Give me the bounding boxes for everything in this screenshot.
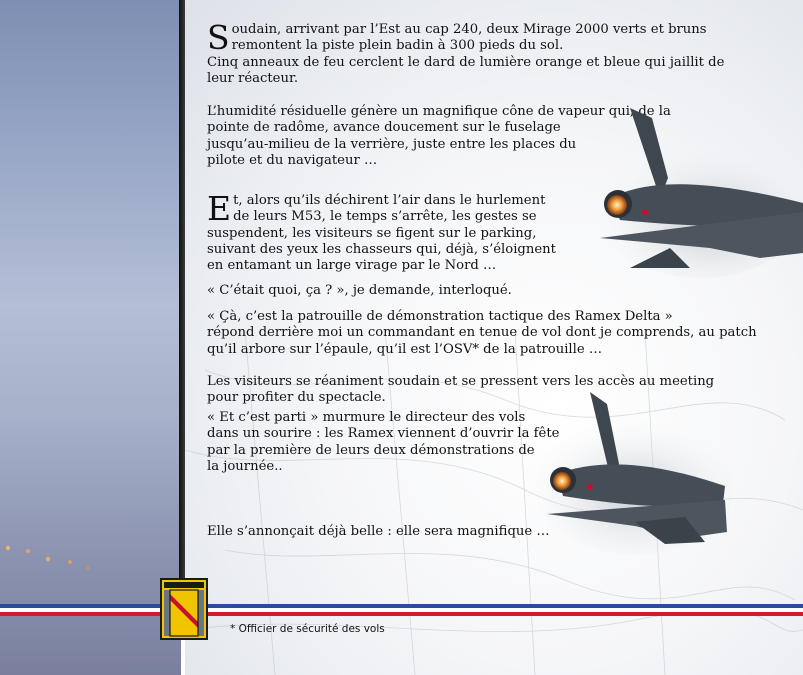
p2-line3: jusqu’au-milieu de la verrière, juste entre les places du — [207, 136, 577, 152]
p1-line3: Cinq anneaux de feu cerclent le dard de lumière orange et bleue qui jaillit de — [207, 54, 725, 70]
paragraph-1 — [207, 18, 725, 87]
p7-line3: par la première de leurs deux démonstrations de — [207, 442, 535, 458]
sky-photo-strip — [0, 0, 181, 675]
p5-line1: « Çà, c’est la patrouille de démonstration tactique des Ramex Delta » — [207, 309, 673, 324]
p6-line2: pour profiter du spectacle. — [207, 390, 386, 406]
mirage-jet-icon — [535, 392, 735, 557]
p1-line1: oudain, arrivant par l’Est au cap 240, deux Mirage 2000 verts et bruns — [231, 22, 707, 37]
tricolor-band — [0, 604, 803, 618]
p2-line1: L’humidité résiduelle génère un magnifique cône de vapeur qui, de la — [207, 104, 671, 119]
squadron-crest-icon — [160, 578, 208, 640]
p2-line4: pilote et du navigateur … — [207, 152, 378, 168]
p2-line2: pointe de radôme, avance doucement sur le fuselage — [207, 120, 561, 136]
p3-line3: suspendent, les visiteurs se figent sur le parking, — [207, 225, 537, 241]
paragraph-3 — [207, 189, 556, 274]
p7-line2: dans un sourire : les Ramex viennent d’ouvrir la fête — [207, 426, 560, 442]
paragraph-7 — [207, 410, 559, 475]
drop-cap-e: E — [207, 189, 232, 228]
p3-line2: de leurs M53, le temps s’arrête, les gestes se — [233, 209, 537, 225]
p5-line3: qu’il arbore sur l’épaule, qu’il est l’OSV* de la patrouille … — [207, 341, 603, 357]
p3-line5: en entamant un large virage par le Nord … — [207, 258, 497, 274]
p8-line1: Elle s’annonçait déjà belle : elle sera magnifique … — [207, 524, 550, 539]
paragraph-4 — [207, 283, 512, 299]
airfield-lights — [0, 528, 181, 588]
drop-cap-s: S — [207, 18, 230, 57]
p3-line1: t, alors qu’ils déchirent l’air dans le hurlement — [233, 193, 546, 208]
mirage-jet-icon — [590, 108, 803, 283]
p7-line1: « Et c’est parti » murmure le directeur des vols — [207, 410, 526, 425]
p1-line2: remontent la piste plein badin à 300 pieds du sol. — [231, 38, 564, 54]
p1-line4: leur réacteur. — [207, 70, 299, 86]
p3-line4: suivant des yeux les chasseurs qui, déjà, s’éloignent — [207, 241, 556, 257]
paragraph-8 — [207, 524, 550, 540]
paragraph-5 — [207, 309, 757, 358]
p4-line1: « C’était quoi, ça ? », je demande, interloqué. — [207, 283, 512, 298]
p7-line4: la journée.. — [207, 458, 283, 474]
p6-line1: Les visiteurs se réaniment soudain et se pressent vers les accès au meeting — [207, 374, 715, 389]
p5-line2: répond derrière moi un commandant en tenue de vol dont je comprends, au patch — [207, 325, 757, 341]
footnote: * Officier de sécurité des vols — [230, 623, 385, 635]
